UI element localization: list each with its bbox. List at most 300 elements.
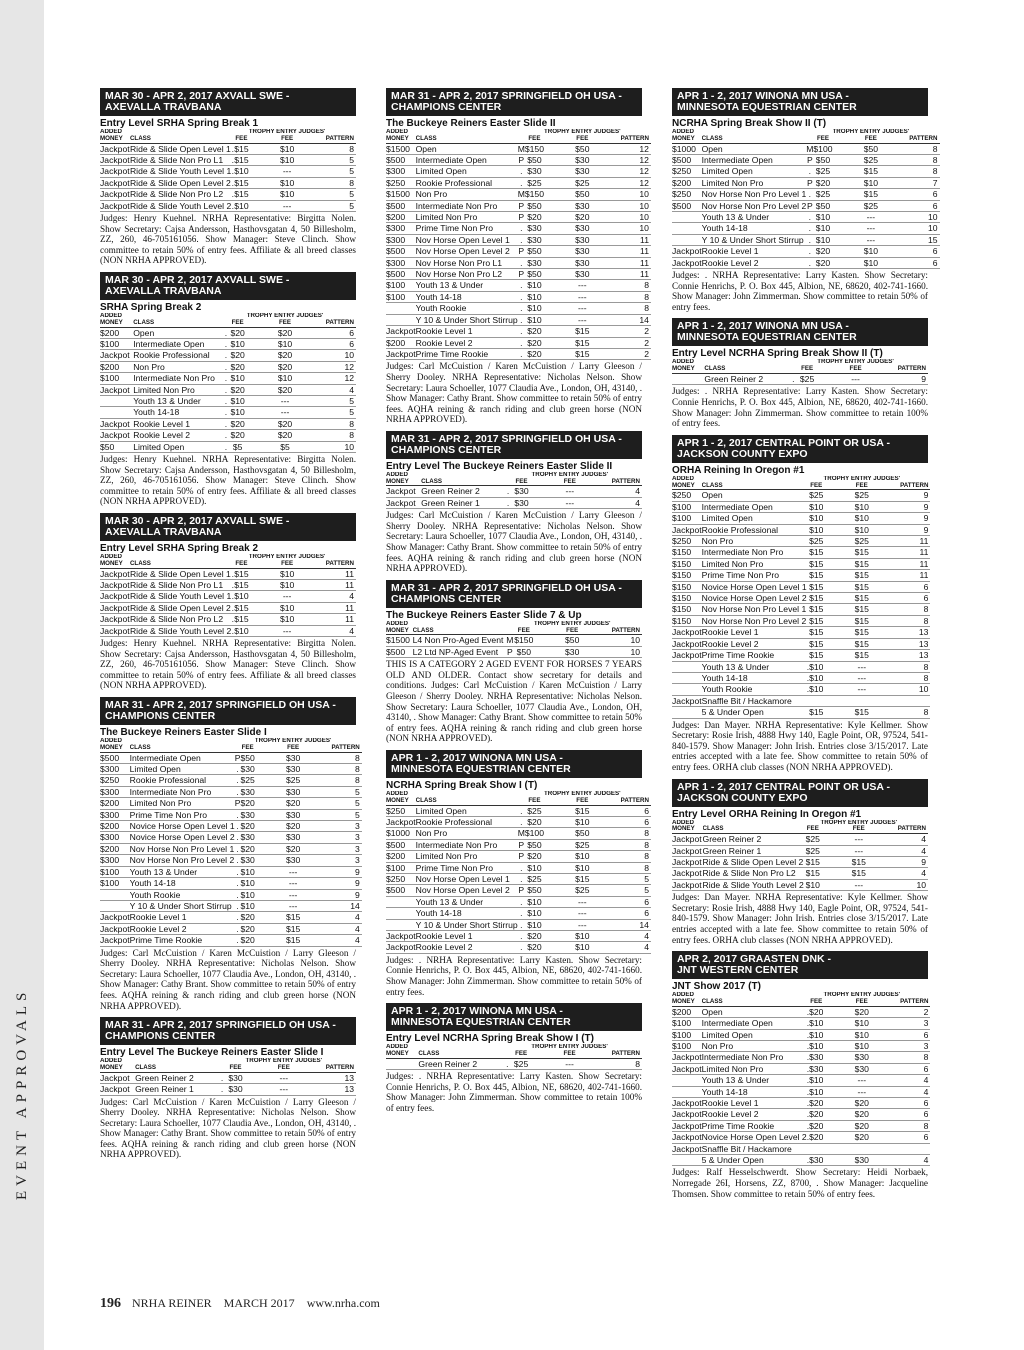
entry-fee-cell: $10 xyxy=(249,177,326,188)
class-name-cell: Nov Horse Open Level 1 xyxy=(416,874,518,885)
pattern-number-cell: 10 xyxy=(621,200,651,211)
trophy-fee-cell: $20 xyxy=(230,361,245,372)
class-name-cell: Prime Time Non Pro xyxy=(416,862,518,873)
class-table-header xyxy=(386,1044,642,1058)
pattern-number-cell: 8 xyxy=(323,418,356,429)
class-name-cell: Youth 13 & Under xyxy=(702,1075,807,1086)
added-money-header xyxy=(672,476,702,490)
added-money-cell: Jackpot xyxy=(386,348,416,359)
event-notes: Judges: . NRHA Representative: Larry Kasten. Show Secretary: Connie Henrichs, P. O. Box 445, Albion, NE, 68620, 402-741-1660. Show Manager: John Zimmerman. Show committee to retain 50% of entry fees. xyxy=(672,270,928,312)
class-row xyxy=(672,143,940,154)
class-header xyxy=(702,476,807,490)
class-row xyxy=(100,155,356,166)
added-money-cell xyxy=(386,303,416,314)
pattern-number-cell: 8 xyxy=(909,166,939,177)
trophy-fee-cell: $150 xyxy=(514,635,534,646)
class-table xyxy=(672,129,940,269)
trophy-fee-cell: $10 xyxy=(809,661,824,672)
class-row xyxy=(386,143,651,154)
pattern-number-cell: 4 xyxy=(621,931,651,942)
added-money-cell: $1500 xyxy=(386,189,416,200)
class-name-cell: Open xyxy=(702,490,807,501)
entry-fee-cell: $15 xyxy=(823,627,900,638)
class-row xyxy=(100,775,362,786)
header-text: PATTERN xyxy=(897,365,926,373)
pattern-number-cell: 3 xyxy=(331,832,361,843)
pattern-number-cell: 9 xyxy=(894,374,928,385)
restriction-cell: . xyxy=(518,177,525,188)
event-show-title: NCRHA Spring Break Show II (T) xyxy=(672,118,827,129)
header-text: FEE xyxy=(515,477,528,485)
trophy-fee-cell: $20 xyxy=(809,1120,824,1131)
pattern-number-cell: 11 xyxy=(900,558,930,569)
added-money-cell: Jackpot xyxy=(100,935,130,946)
class-name-cell: Intermediate Open xyxy=(416,155,518,166)
header-text: FEE xyxy=(576,796,589,804)
trophy-fee-header xyxy=(226,1058,246,1072)
class-row xyxy=(672,604,930,615)
event-listing xyxy=(100,272,356,507)
pattern-number-cell: 9 xyxy=(331,878,361,889)
entry-fee-cell: --- xyxy=(531,497,608,508)
entry-fee-cell: --- xyxy=(544,919,621,930)
pattern-number-cell: 6 xyxy=(621,896,651,907)
header-text: ADDED xyxy=(672,129,695,135)
restriction-cell: . xyxy=(236,900,239,911)
event-header xyxy=(672,435,928,463)
added-money-cell: Jackpot xyxy=(672,879,702,890)
restriction-cell: . xyxy=(224,361,228,372)
class-name-cell: Rookie Professional xyxy=(702,524,807,535)
trophy-fee-cell: $20 xyxy=(813,246,832,257)
class-row xyxy=(672,707,930,718)
entry-fee-cell: --- xyxy=(255,889,332,900)
added-money-cell: Jackpot xyxy=(100,625,130,636)
class-name-cell: Y 10 & Under Short Stirrup xyxy=(130,900,235,911)
entry-fee-header xyxy=(823,992,900,1006)
entry-fee-cell: $30 xyxy=(544,155,621,166)
header-text: CLASS xyxy=(133,318,155,326)
pattern-number-cell xyxy=(900,1143,930,1154)
trophy-fee-cell: $10 xyxy=(805,879,820,890)
class-row xyxy=(672,1132,930,1143)
added-money-cell: $100 xyxy=(100,339,133,350)
blank-header xyxy=(504,1044,511,1058)
added-money-header xyxy=(100,129,130,143)
added-money-cell: $300 xyxy=(386,223,416,234)
class-name-cell: Limited Open xyxy=(416,805,518,816)
restriction-cell: . xyxy=(505,497,512,508)
trophy-fee-cell: $10 xyxy=(809,684,824,695)
restriction-cell: . xyxy=(231,625,234,636)
restriction-cell: . xyxy=(236,889,239,900)
class-name-cell: Ride & Slide Open Level 1 xyxy=(129,568,231,579)
class-name-cell: Nov Horse Non Pro Level 1 xyxy=(701,189,807,200)
entry-fee-cell: $5 xyxy=(247,441,324,452)
header-text: TROPHY ENTRY JUDGES' xyxy=(832,129,910,135)
trophy-fee-cell: $20 xyxy=(525,337,544,348)
restriction-cell: . xyxy=(518,291,525,302)
pattern-number-cell: 12 xyxy=(621,143,651,154)
event-listing xyxy=(672,779,928,946)
entry-fee-cell: $10 xyxy=(823,524,900,535)
event-header xyxy=(672,88,928,116)
restriction-cell: . xyxy=(231,568,234,579)
section-label: EVENT APPROVALS xyxy=(14,987,30,1200)
trophy-fee-cell: $15 xyxy=(809,604,824,615)
trophy-fee-cell: $25 xyxy=(813,166,832,177)
added-money-cell: $500 xyxy=(386,246,416,257)
trophy-fee-cell: $30 xyxy=(240,786,255,797)
added-money-cell: Jackpot xyxy=(386,931,416,942)
pattern-number-cell: 13 xyxy=(900,627,930,638)
trophy-fee-cell: $15 xyxy=(809,558,824,569)
header-text: FEE xyxy=(566,626,579,634)
class-name-cell: Limited Non Pro xyxy=(130,798,235,809)
class-header xyxy=(702,129,807,143)
pattern-header xyxy=(322,1058,356,1072)
entry-fee-cell: $15 xyxy=(823,650,900,661)
pattern-number-cell: 8 xyxy=(900,1052,930,1063)
trophy-fee-cell: $15 xyxy=(809,638,824,649)
event-date-location: APR 1 - 2, 2017 WINONA MN USA - xyxy=(391,752,563,764)
added-money-cell xyxy=(672,223,702,234)
class-name-cell: Limited Open xyxy=(702,513,807,524)
trophy-fee-header xyxy=(234,129,249,143)
class-name-cell: Youth Rookie xyxy=(130,889,235,900)
class-row xyxy=(100,143,356,154)
class-row xyxy=(100,339,356,350)
restriction-cell: . xyxy=(518,234,525,245)
added-money-cell: $250 xyxy=(672,490,702,501)
added-money-cell: $100 xyxy=(100,878,130,889)
trophy-fee-cell: $10 xyxy=(240,900,255,911)
trophy-fee-cell: $20 xyxy=(813,257,832,268)
event-date-location: APR 1 - 2, 2017 CENTRAL POINT OR USA - xyxy=(677,780,890,793)
trophy-fee-cell: $15 xyxy=(809,547,824,558)
pattern-number-cell: 11 xyxy=(900,536,930,547)
event-date-location: APR 1 - 2, 2017 WINONA MN USA - xyxy=(677,320,849,333)
class-row xyxy=(386,931,651,942)
event-venue: AXEVALLA TRAVBANA xyxy=(105,526,222,539)
header-text: CLASS xyxy=(129,559,151,567)
trophy-fee-cell: $10 xyxy=(525,314,544,325)
header-text: ADDED xyxy=(672,359,695,366)
class-row xyxy=(672,1097,930,1108)
pattern-header xyxy=(325,129,356,143)
header-text: PATTERN xyxy=(611,1050,640,1058)
restriction-cell: . xyxy=(231,591,234,602)
pattern-number-cell: 3 xyxy=(900,1018,930,1029)
pattern-number-cell: 4 xyxy=(897,868,928,879)
pattern-header xyxy=(621,791,651,805)
class-row xyxy=(672,650,930,661)
class-name-cell: Youth 13 & Under xyxy=(702,661,807,672)
entry-fee-cell: $30 xyxy=(255,752,332,763)
event-listing xyxy=(386,431,642,574)
trophy-fee-cell: $20 xyxy=(240,798,255,809)
pattern-number-cell: 11 xyxy=(621,257,651,268)
restriction-cell: P xyxy=(518,246,525,257)
trophy-fee-cell: $10 xyxy=(234,200,249,211)
pattern-number-cell: 6 xyxy=(900,593,930,604)
pattern-number-cell: 10 xyxy=(611,635,642,646)
event-notes: Judges: Dan Mayer. NRHA Representative: Kyle Kellmer. Show Secretary: Rosie Irish, 4888 Hwy 140, Eagle Point, OR, 97524, 541-840-1579. Show Manager: John Irish. Entries close 3/15/2017. Late entries accepted with a late fee. Show committee to retain 50% of entry fees. ORHA club classes (NON NRHA APPROVED). xyxy=(672,719,928,772)
pattern-number-cell: 8 xyxy=(325,143,356,154)
class-name-cell: Snaffle Bit / Hackamore xyxy=(702,695,807,706)
trophy-fee-cell: $15 xyxy=(234,602,249,613)
trophy-fee-cell: $150 xyxy=(524,143,544,154)
class-row xyxy=(672,524,930,535)
class-row xyxy=(100,430,356,441)
pattern-number-cell: 8 xyxy=(900,1120,930,1131)
class-name-cell: Nov Horse Non Pro L1 xyxy=(416,257,518,268)
pattern-number-cell: 5 xyxy=(621,874,651,885)
class-header xyxy=(130,129,231,143)
pattern-number-cell: 8 xyxy=(331,764,361,775)
page-number: 196 xyxy=(100,1296,121,1311)
restriction-cell: . xyxy=(236,809,239,820)
restriction-cell: . xyxy=(806,1075,810,1086)
class-name-cell: Limited Non Pro xyxy=(702,177,807,188)
trophy-fee-cell: $15 xyxy=(234,155,249,165)
added-money-cell xyxy=(672,672,702,683)
class-name-cell: Non Pro xyxy=(416,189,518,200)
trophy-fee-cell: $30 xyxy=(512,486,532,497)
restriction-cell: . xyxy=(806,672,810,683)
trophy-fee-cell: $15 xyxy=(809,615,824,626)
event-listing xyxy=(386,580,642,744)
entry-fee-cell: $30 xyxy=(544,269,621,280)
entry-fee-cell: $20 xyxy=(247,350,324,361)
event-show-title: Entry Level ORHA Reining In Oregon #1 xyxy=(672,808,862,820)
restriction-cell: . xyxy=(806,1109,810,1120)
entry-fee-cell: $15 xyxy=(823,615,900,626)
added-money-cell: Jackpot xyxy=(386,942,416,953)
class-row xyxy=(672,558,930,569)
class-row xyxy=(386,246,651,257)
event-listing xyxy=(386,88,649,425)
restriction-cell: P xyxy=(518,839,525,850)
class-row xyxy=(386,817,651,828)
entry-fee-cell: $15 xyxy=(544,337,621,348)
restriction-cell: . xyxy=(806,1018,810,1029)
class-row xyxy=(672,189,940,200)
trophy-fee-cell: $30 xyxy=(240,764,255,775)
event-notes: Judges: Carl McCuistion / Karen McCuistion / Larry Gleeson / Sherry Dooley. NRHA Representative: Nicholas Nelson. Show Secretary: Laura Schoeller, 1077 Claudia Ave., London, OH, 43140, . Show Manager: Cathy Brant. Show committee to retain 50% of entry fees. AQHA reining & ranch riding and club green horse (NON NRHA APPROVED). xyxy=(100,1096,356,1160)
entry-fee-cell: --- xyxy=(544,908,621,919)
restriction-cell: . xyxy=(224,327,228,338)
event-header xyxy=(100,697,356,725)
class-table xyxy=(386,621,642,658)
pattern-number-cell: 2 xyxy=(621,326,651,337)
class-name-cell: Youth Rookie xyxy=(702,684,807,695)
added-money-cell: Jackpot xyxy=(100,1072,135,1083)
added-money-cell: $100 xyxy=(100,373,133,384)
event-notes: THIS IS A CATEGORY 2 AGED EVENT FOR HORSES 7 YEARS OLD AND OLDER. Contact show secretary for details and conditions. Judges: Carl McCuistion / Karen McCuistion / Larry Gleeson / Sherry Dooley. NRHA Representative: Nicholas Nelson. Show Secretary: Laura Schoeller, 1077 Claudia Ave., London, OH, 43140, . Show Manager: Cathy Brant. Show committee to retain 50% of entry fees. AQHA reining & ranch riding and club green horse (NON NRHA APPROVED). xyxy=(386,659,642,744)
class-name-cell: Intermediate Open xyxy=(133,339,223,350)
added-money-cell: Jackpot xyxy=(672,868,702,879)
class-row xyxy=(672,490,930,501)
event-header xyxy=(672,951,928,979)
event-header xyxy=(100,513,356,541)
trophy-fee-cell: $10 xyxy=(525,908,544,919)
event-show-title: The Buckeye Reiners Easter Slide II xyxy=(386,118,556,129)
entry-fee-cell: $10 xyxy=(833,246,910,257)
added-money-cell xyxy=(672,707,702,718)
entry-fee-cell: $10 xyxy=(249,155,326,166)
class-row xyxy=(672,155,940,166)
restriction-cell: . xyxy=(518,348,525,359)
entry-fee-cell: $25 xyxy=(823,536,900,547)
event-listing xyxy=(672,88,938,312)
added-money-header xyxy=(672,820,703,834)
pattern-number-cell: 8 xyxy=(331,752,361,763)
entry-fee-cell: --- xyxy=(255,900,332,911)
restriction-cell: P xyxy=(234,798,241,809)
entry-fee-cell: $15 xyxy=(255,912,332,923)
class-row xyxy=(672,879,928,890)
class-name-cell: Intermediate Non Pro xyxy=(702,547,807,558)
restriction-cell: P xyxy=(518,212,525,223)
entry-fee-cell: $25 xyxy=(544,839,621,850)
trophy-fee-cell: $10 xyxy=(809,1075,824,1086)
added-money-cell: $200 xyxy=(100,798,130,809)
class-row xyxy=(386,326,651,337)
added-money-cell: $300 xyxy=(100,764,130,775)
pattern-number-cell: 6 xyxy=(900,1063,930,1074)
entry-fee-cell: --- xyxy=(823,1075,900,1086)
pattern-number-cell: 6 xyxy=(323,339,356,350)
pattern-number-cell: 9 xyxy=(331,866,361,877)
event-notes: Judges: Carl McCuistion / Karen McCuistion / Larry Gleeson / Sherry Dooley. NRHA Representative: Nicholas Nelson. Show Secretary: Laura Schoeller, 1077 Claudia Ave., London, OH, 43140, . Show Manager: Cathy Brant. Show committee to retain 50% of entry fees. AQHA reining & ranch riding and club green horse (NON NRHA APPROVED). xyxy=(386,510,642,574)
class-row xyxy=(100,327,356,338)
restriction-cell: . xyxy=(236,775,239,786)
entry-fee-cell: $10 xyxy=(544,942,621,953)
restriction-cell: . xyxy=(806,234,813,245)
class-name-cell: Non Pro xyxy=(133,361,223,372)
added-money-cell xyxy=(100,900,130,911)
blank-header xyxy=(518,791,525,805)
class-name-cell: Limited Open xyxy=(702,1029,807,1040)
pattern-number-cell: 5 xyxy=(325,189,356,200)
entry-fee-cell: $30 xyxy=(255,809,332,820)
event-show-title: Entry Level NCRHA Spring Break Show I (T) xyxy=(386,1033,594,1045)
class-header xyxy=(413,621,506,635)
header-text: ADDED xyxy=(672,992,695,999)
class-name-cell: Prime Time Non Pro xyxy=(130,809,235,820)
class-row xyxy=(386,337,651,348)
class-row xyxy=(672,1154,930,1165)
added-money-cell: $150 xyxy=(672,570,702,581)
trophy-fee-cell: $10 xyxy=(525,896,544,907)
added-money-cell: Jackpot xyxy=(100,189,130,200)
entry-fee-cell: $15 xyxy=(833,166,910,177)
pattern-number-cell: 8 xyxy=(900,604,930,615)
trophy-fee-cell: $25 xyxy=(805,834,820,845)
website-url: www.nrha.com xyxy=(306,1296,380,1310)
class-name-cell: Rookie Professional xyxy=(133,350,223,361)
entry-fee-cell: --- xyxy=(823,661,900,672)
header-text: MONEY xyxy=(672,365,695,373)
class-table-header xyxy=(100,313,356,327)
entry-fee-cell: $50 xyxy=(833,143,910,154)
added-money-cell: Jackpot xyxy=(386,817,416,827)
class-row xyxy=(672,212,940,223)
restriction-cell: P xyxy=(518,200,525,211)
added-money-cell: Jackpot xyxy=(672,856,702,867)
class-name-cell: Prime Time Non Pro xyxy=(416,223,518,234)
class-name-cell: 5 & Under Open xyxy=(702,707,807,718)
event-notes: Judges: Henry Kuehnel. NRHA Representative: Birgitta Nolen. Show Secretary: Cajsa Andersson, Hasthovsgatan 4, 50 Billesholm, ZZ, 260, 46-705161056. Show Manager: Steve Clinch. Show committee to retain 50% of entry fees. Affiliate & all breed classes (NON NRHA APPROVED). xyxy=(100,213,356,266)
class-name-cell: Prime Time Rookie xyxy=(416,348,518,359)
pattern-number-cell: 8 xyxy=(323,430,356,441)
added-money-cell xyxy=(100,889,130,900)
pattern-number-cell: 9 xyxy=(900,490,930,501)
header-text: FEE xyxy=(806,825,819,833)
added-money-header xyxy=(100,738,130,752)
class-row xyxy=(386,155,651,166)
entry-fee-cell xyxy=(823,1143,900,1154)
restriction-cell: . xyxy=(236,843,239,854)
header-text: MONEY xyxy=(386,796,409,804)
class-row xyxy=(672,1040,930,1051)
entry-fee-cell: --- xyxy=(833,223,910,234)
trophy-fee-cell: $10 xyxy=(230,407,245,418)
entry-fee-cell: --- xyxy=(245,1084,322,1095)
pattern-number-cell: 9 xyxy=(331,889,361,900)
pattern-number-cell: 14 xyxy=(621,314,651,325)
class-table-header xyxy=(100,129,356,143)
class-row xyxy=(386,635,642,646)
added-money-cell: $200 xyxy=(386,851,416,862)
added-money-cell xyxy=(672,374,704,385)
header-text: TROPHY ENTRY JUDGES' xyxy=(248,129,326,135)
column-3 xyxy=(672,88,938,1205)
pattern-number-cell: 3 xyxy=(331,855,361,866)
header-text: CLASS xyxy=(415,796,437,804)
pattern-number-cell: 3 xyxy=(331,821,361,832)
event-notes: Judges: . NRHA Representative: Larry Kasten. Show Secretary: Connie Henrichs, P. O. Box 445, Albion, NE, 68620, 402-741-1660. Show Manager: John Zimmerman. Show committee to retain 50% of entry fees. xyxy=(386,954,642,997)
event-notes: Judges: Ralf Hesselschwerdt. Show Secretary: Heidi Norbaek, Norregade 26I, Horsens, ZZ, 8700, . Show Manager: Jacqueline Thomsen. Show committee to retain 50% of entry fees. xyxy=(672,1167,928,1199)
added-money-cell: Jackpot xyxy=(100,591,130,602)
pattern-number-cell: 6 xyxy=(621,817,651,828)
class-name-cell: Novice Horse Open Level 2 xyxy=(129,832,235,843)
entry-fee-header xyxy=(544,129,621,143)
class-row xyxy=(386,851,651,862)
pattern-number-cell: 6 xyxy=(909,257,939,268)
entry-fee-cell: $10 xyxy=(544,931,621,942)
trophy-fee-cell: $100 xyxy=(813,143,833,154)
class-row xyxy=(100,764,362,775)
class-name-cell: Youth 13 & Under xyxy=(130,866,235,877)
trophy-fee-cell: $15 xyxy=(809,627,824,638)
entry-fee-header xyxy=(531,1044,608,1058)
trophy-fee-cell: $15 xyxy=(809,570,824,581)
entry-fee-cell: --- xyxy=(833,234,910,245)
class-table-header xyxy=(386,472,642,486)
class-row xyxy=(672,547,930,558)
class-name-cell: Intermediate Open xyxy=(702,155,807,166)
header-text: MONEY xyxy=(386,477,409,485)
added-money-cell: $250 xyxy=(386,805,416,816)
class-name-cell: Youth 13 & Under xyxy=(416,280,518,291)
trophy-fee-header xyxy=(240,738,254,752)
entry-fee-cell: $10 xyxy=(247,339,324,350)
restriction-cell: P xyxy=(806,155,813,165)
header-text: MONEY xyxy=(386,626,409,634)
header-text: ADDED xyxy=(386,129,409,135)
